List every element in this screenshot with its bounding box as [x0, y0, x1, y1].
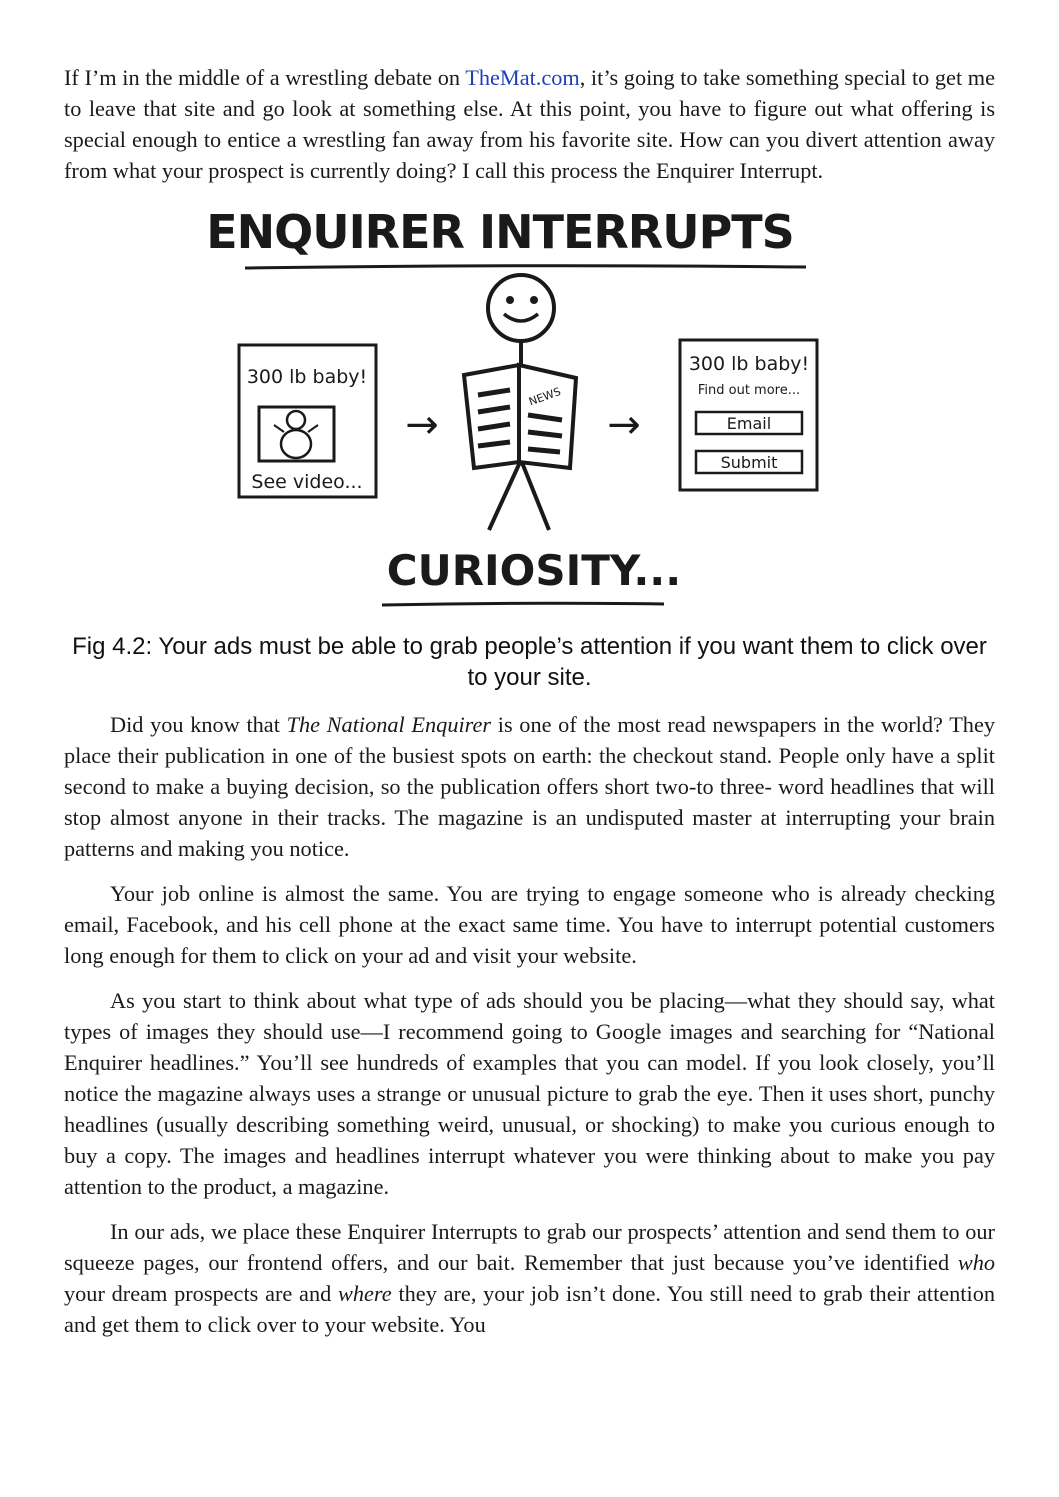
footer-underline: [382, 603, 664, 605]
title-underline: [245, 266, 806, 268]
p1-text-end: is one of the most read newspapers in the world? They place their publication in one of the busiest spots on earth: the checkout stand. People only have a split second to make a buying decision, so the publication offers short two-to three- word headlines that will stop almost anyone in their tracks. The magazine is an undisputed master at interrupting your brain patterns and making you notice.: [64, 712, 996, 861]
p4-text-b: your dream prospects are and: [64, 1281, 339, 1306]
paragraph-job-online: Your job online is almost the same. You are trying to engage someone who is already checking email, Facebook, and his cell phone at the exact same time. You have to interrupt potential customers long enough for them to click on your ad and visit your website.: [64, 881, 995, 968]
p4-text-c: they are, your job isn’t done. You still need to grab their attention and get them to click over to your website. You: [64, 1281, 995, 1337]
left-ad-card: [239, 345, 376, 497]
paragraph-ad-types: As you start to think about what type of ads should you be placing—what they should say, what types of images they should use—I recommend going to Google images and searching for “National Enquirer headlines.” You’ll see hundreds of examples that you can model. If you look closely, you’ll notice the magazine always uses a strange or unusual picture to grab the eye. Then it uses short, punchy headlines (usually describing something weird, unusual, or shocking) to make you curious enough to buy a copy. The images and headlines interrupt whatever you were thinking about to make you pay attention to the product, a magazine.: [64, 988, 995, 1199]
intro-text-end: , it’s going to take something special to get me to leave that site and go look at something else. At this point, you have to figure out what offering is special enough to entice a wrestling fan away from his favorite site. How can you divert attention away from what your prospect is currently doing? I call this process the Enquirer Interrupt.: [64, 65, 995, 183]
enquirer-interrupts-figure: [64, 200, 995, 625]
intro-paragraph: [64, 62, 995, 186]
arrow-right-icon: →: [607, 402, 641, 448]
p4-italic-where: where: [338, 1281, 392, 1306]
paragraph-our-ads: [64, 1216, 995, 1340]
left-card-cta: See video...: [251, 471, 363, 493]
arrow-right-icon: →: [405, 402, 439, 448]
video-frame: [259, 407, 334, 461]
stick-figure-reader: [464, 275, 576, 530]
paragraph-enquirer: [64, 709, 995, 864]
p1-text-start: Did you know that: [110, 712, 287, 737]
email-field-label: Email: [726, 414, 772, 433]
newspaper-label: NEWS: [527, 384, 563, 409]
newspaper-icon: [464, 365, 576, 468]
intro-text-start: If I’m in the middle of a wrestling debate on: [64, 65, 466, 90]
right-card-subline: Find out more...: [697, 383, 801, 398]
themat-link[interactable]: TheMat.com: [465, 65, 580, 90]
figure-caption: Fig 4.2: Your ads must be able to grab people’s attention if you want them to click over to your site.: [72, 633, 987, 691]
right-landing-card: [680, 340, 817, 490]
p4-text-a: In our ads, we place these Enquirer Interrupts to grab our prospects’ attention and send them to our squeeze pages, our frontend offers, and our bait. Remember that just because you’ve identified: [64, 1219, 995, 1275]
left-card-headline: 300 lb baby!: [246, 366, 368, 388]
page-content: [64, 62, 995, 1340]
submit-button-label: Submit: [720, 453, 778, 472]
p1-italic-title: The National Enquirer: [286, 712, 492, 737]
figure-illustration: [64, 200, 995, 625]
right-card-headline: 300 lb baby!: [688, 353, 810, 375]
figure-footer-word: CURIOSITY...: [386, 546, 682, 595]
figure-title: ENQUIRER INTERRUPTS: [206, 205, 794, 259]
p4-italic-who: who: [957, 1250, 995, 1275]
